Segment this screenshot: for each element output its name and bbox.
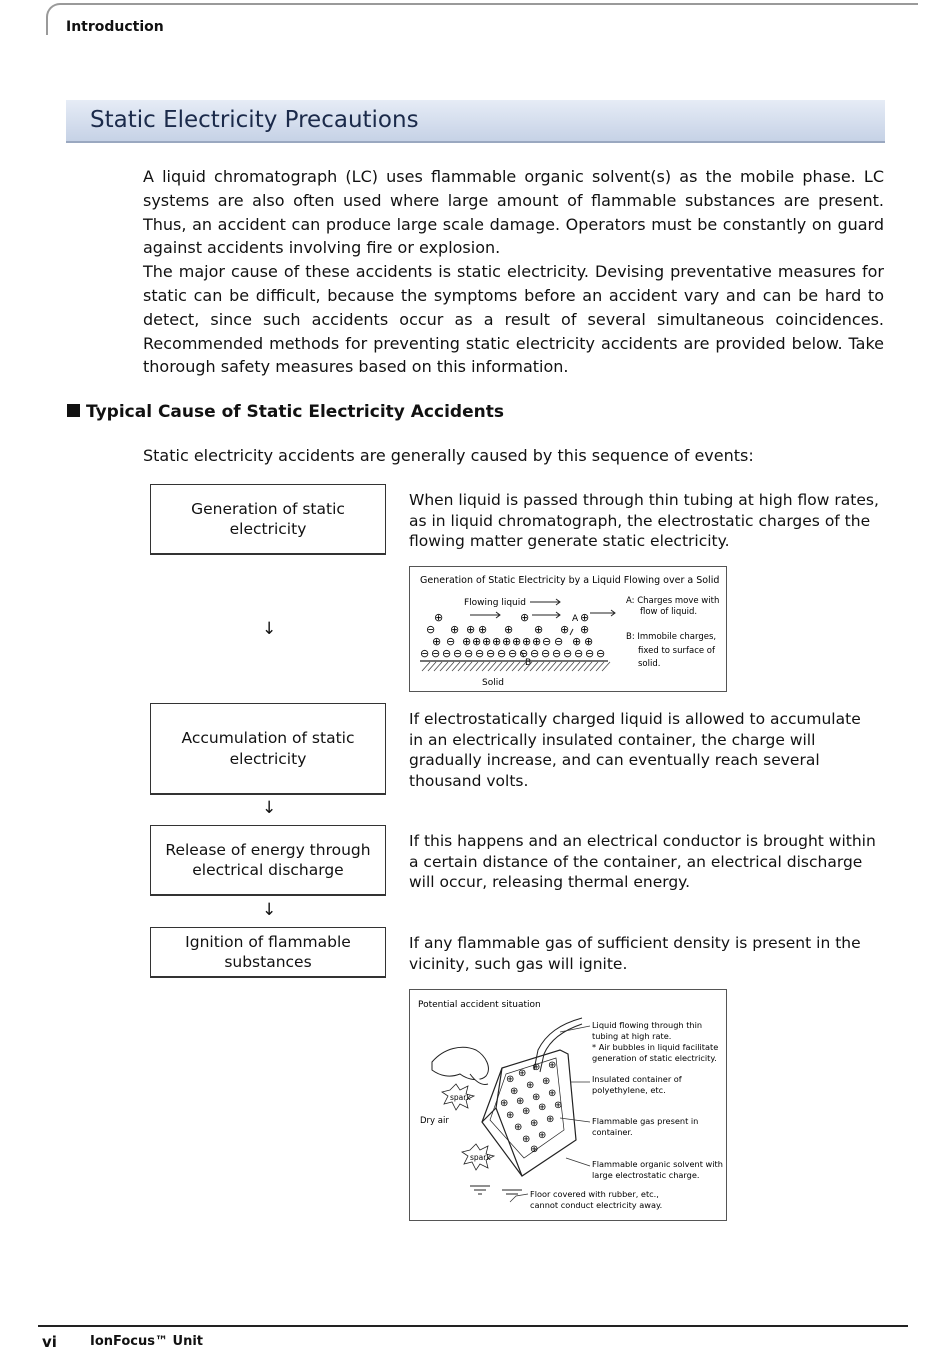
charge-symbol: ⊕ <box>512 635 522 648</box>
step-box-ignition <box>150 927 386 978</box>
charge-symbol: ⊕ <box>542 1076 551 1087</box>
label-b: B <box>525 658 532 668</box>
charge-symbol: ⊕ <box>472 635 482 648</box>
charge-symbol: ⊕ <box>462 635 472 648</box>
section-heading <box>67 402 504 422</box>
charge-symbol: ⊖ <box>554 635 564 648</box>
spark-label-upper: spark <box>450 1093 471 1102</box>
charge-symbol: ⊕ <box>466 623 476 636</box>
charge-symbol: ⊕ <box>522 1134 531 1145</box>
footer-rule <box>38 1325 908 1327</box>
charge-symbol: ⊖ <box>464 647 474 660</box>
charge-symbol: ⊕ <box>522 1106 531 1117</box>
caption-solvent-2: large electrostatic charge. <box>592 1170 700 1180</box>
charge-symbol: ⊖ <box>431 647 441 660</box>
product-name: IonFocus™ Unit <box>90 1334 204 1349</box>
down-arrow-icon: ↓ <box>262 619 277 639</box>
charge-symbol: ⊕ <box>502 635 512 648</box>
step-description-discharge: If this happens and an electrical conductor is brought within a certain distance of the container, an electrical discharge will occur, releasing thermal energy. <box>409 832 876 891</box>
charge-symbol: ⊕ <box>530 1118 539 1129</box>
charge-symbol: ⊖ <box>497 647 507 660</box>
charge-symbol: ⊕ <box>530 1144 539 1155</box>
tubing <box>534 1018 582 1072</box>
square-bullet-icon <box>67 404 80 417</box>
charge-symbol: ⊕ <box>432 635 442 648</box>
charge-symbol: ⊕ <box>492 635 502 648</box>
page-number: vi <box>42 1333 57 1351</box>
intro-paragraph-1: A liquid chromatograph (LC) uses flammable organic solvent(s) as the mobile phase. LC systems are also often used where large amount of flammable substances are present. Thus, an accident can produce large scale damage. Operators must be constantly on guard against accidents involving fire or explosion. <box>143 167 884 258</box>
caption-gas-2: container. <box>592 1127 633 1137</box>
flowing-liquid-label: Flowing liquid <box>464 598 526 608</box>
charge-symbol: ⊖ <box>442 647 452 660</box>
container-charges <box>500 1060 562 1155</box>
charge-symbol: ⊖ <box>574 647 584 660</box>
charge-symbol: ⊕ <box>478 623 488 636</box>
charge-symbol: ⊕ <box>514 1122 523 1133</box>
floor <box>470 1186 522 1194</box>
static-generation-diagram <box>410 567 726 691</box>
charge-symbol: ⊖ <box>563 647 573 660</box>
step-description-accumulation: If electrostatically charged liquid is allowed to accumulate in an electrically insulated container, the charge will gradually increase, and can eventually reach several thousand volts. <box>409 710 861 790</box>
spark-label-lower: spark <box>470 1153 491 1162</box>
note-b-line1: B: Immobile charges, <box>626 632 717 642</box>
charge-symbol: ⊕ <box>554 1100 563 1111</box>
charge-symbol: ⊖ <box>585 647 595 660</box>
charge-symbol: ⊕ <box>500 1098 509 1109</box>
charge-symbol: ⊕ <box>538 1130 547 1141</box>
down-arrow-icon: ↓ <box>262 798 277 818</box>
charge-symbol: ⊖ <box>453 647 463 660</box>
caption-tubing-4: generation of static electricity. <box>592 1053 717 1063</box>
charge-symbol: ⊖ <box>446 635 456 648</box>
charge-symbol: ⊖ <box>552 647 562 660</box>
solid-label: Solid <box>482 678 504 688</box>
hand-illustration <box>432 1047 488 1084</box>
caption-gas-1: Flammable gas present in <box>592 1116 699 1126</box>
charge-symbol: ⊖ <box>519 647 529 660</box>
charge-symbol: ⊖ <box>541 647 551 660</box>
charge-symbol: ⊕ <box>434 611 444 624</box>
step-label: Generation of static electricity <box>191 499 345 538</box>
charge-symbol: ⊕ <box>572 635 582 648</box>
charge-symbol: ⊖ <box>596 647 606 660</box>
figure-static-generation <box>409 566 727 692</box>
charge-symbol: ⊖ <box>486 647 496 660</box>
label-a: A <box>572 614 579 624</box>
charge-symbol: ⊕ <box>532 1092 541 1103</box>
accident-situation-illustration <box>410 990 726 1220</box>
figure2-captions <box>530 1020 723 1210</box>
charge-symbol: ⊕ <box>532 635 542 648</box>
charge-symbol: ⊕ <box>506 1110 515 1121</box>
section-label: Introduction <box>66 19 164 35</box>
solid-hatching <box>422 662 610 671</box>
charge-symbol: ⊕ <box>516 1096 525 1107</box>
charge-symbol: ⊕ <box>518 1068 527 1079</box>
note-b-line3: solid. <box>638 659 661 669</box>
step-box-discharge <box>150 825 386 896</box>
charge-symbol: ⊕ <box>510 1086 519 1097</box>
charge-symbol: ⊕ <box>532 1062 541 1073</box>
note-a-line1: A: Charges move with <box>626 596 720 606</box>
charge-symbol: ⊖ <box>426 623 436 636</box>
charge-symbol: ⊕ <box>520 611 530 624</box>
charge-symbol: ⊕ <box>450 623 460 636</box>
down-arrow-icon: ↓ <box>262 900 277 920</box>
caption-container-1: Insulated container of <box>592 1074 682 1084</box>
charge-symbol: ⊕ <box>506 1074 515 1085</box>
caption-floor-1: Floor covered with rubber, etc., <box>530 1189 659 1199</box>
step-label: Accumulation of static electricity <box>181 729 355 768</box>
caption-tubing-3: * Air bubbles in liquid facilitate <box>592 1042 719 1052</box>
charge-symbol: ⊖ <box>542 635 552 648</box>
charge-symbol: ⊕ <box>548 1060 557 1071</box>
dry-air-label: Dry air <box>420 1116 449 1126</box>
charge-symbol: ⊕ <box>526 1080 535 1091</box>
caption-solvent-1: Flammable organic solvent with <box>592 1159 723 1169</box>
charge-symbol: ⊕ <box>548 1088 557 1099</box>
header-rule <box>46 3 918 35</box>
step-label: Ignition of flammable substances <box>185 932 351 971</box>
caption-floor-2: cannot conduct electricity away. <box>530 1200 663 1210</box>
charge-symbol: ⊕ <box>504 623 514 636</box>
note-b-line2: fixed to surface of <box>638 646 715 656</box>
charge-symbol: ⊖ <box>530 647 540 660</box>
charge-symbol: ⊕ <box>546 1114 555 1125</box>
caption-container-2: polyethylene, etc. <box>592 1085 666 1095</box>
charge-symbol: ⊕ <box>560 623 570 636</box>
page-title: Static Electricity Precautions <box>90 107 419 133</box>
charge-symbol: ⊖ <box>475 647 485 660</box>
step-description-generation: When liquid is passed through thin tubing at high flow rates, as in liquid chromatograph, the electrostatic charges of the flowing matter generate static electricity. <box>409 491 879 550</box>
step-label: Release of energy through electrical discharge <box>165 840 371 879</box>
charge-symbol: ⊕ <box>584 635 594 648</box>
title-banner <box>66 100 885 143</box>
figure-accident-situation <box>409 989 727 1221</box>
charge-symbol: ⊕ <box>580 623 590 636</box>
charge-symbol: ⊕ <box>522 635 532 648</box>
charge-symbol: ⊕ <box>580 611 590 624</box>
step-box-generation <box>150 484 386 555</box>
charge-symbol: ⊕ <box>534 623 544 636</box>
figure1-notes <box>626 596 719 669</box>
figure1-title: Generation of Static Electricity by a Liquid Flowing over a Solid <box>420 575 720 586</box>
caption-tubing-2: tubing at high rate. <box>592 1031 672 1041</box>
intro-paragraph-2: The major cause of these accidents is static electricity. Devising preventative measures for static can be difficult, because the symptoms before an accident vary and can be hard to detect, since such accidents occur as a result of several simultaneous coincidences. Recommended methods for preventing static electricity accidents are provided below. Take thorough safety measures based on this information. <box>143 262 884 377</box>
caption-tubing-1: Liquid flowing through thin <box>592 1020 703 1030</box>
charge-symbol: ⊕ <box>538 1102 547 1113</box>
charge-symbol: ⊕ <box>482 635 492 648</box>
intro-text <box>143 165 884 379</box>
step-box-accumulation <box>150 703 386 795</box>
charge-symbol: ⊖ <box>508 647 518 660</box>
section-heading-text: Typical Cause of Static Electricity Accidents <box>86 402 504 422</box>
step-description-ignition: If any flammable gas of sufficient density is present in the vicinity, such gas will ignite. <box>409 934 861 973</box>
charge-symbol: ⊖ <box>420 647 430 660</box>
figure2-title: Potential accident situation <box>418 1000 541 1010</box>
lead-sentence: Static electricity accidents are generally caused by this sequence of events: <box>143 446 754 465</box>
note-a-line2: flow of liquid. <box>640 607 698 617</box>
